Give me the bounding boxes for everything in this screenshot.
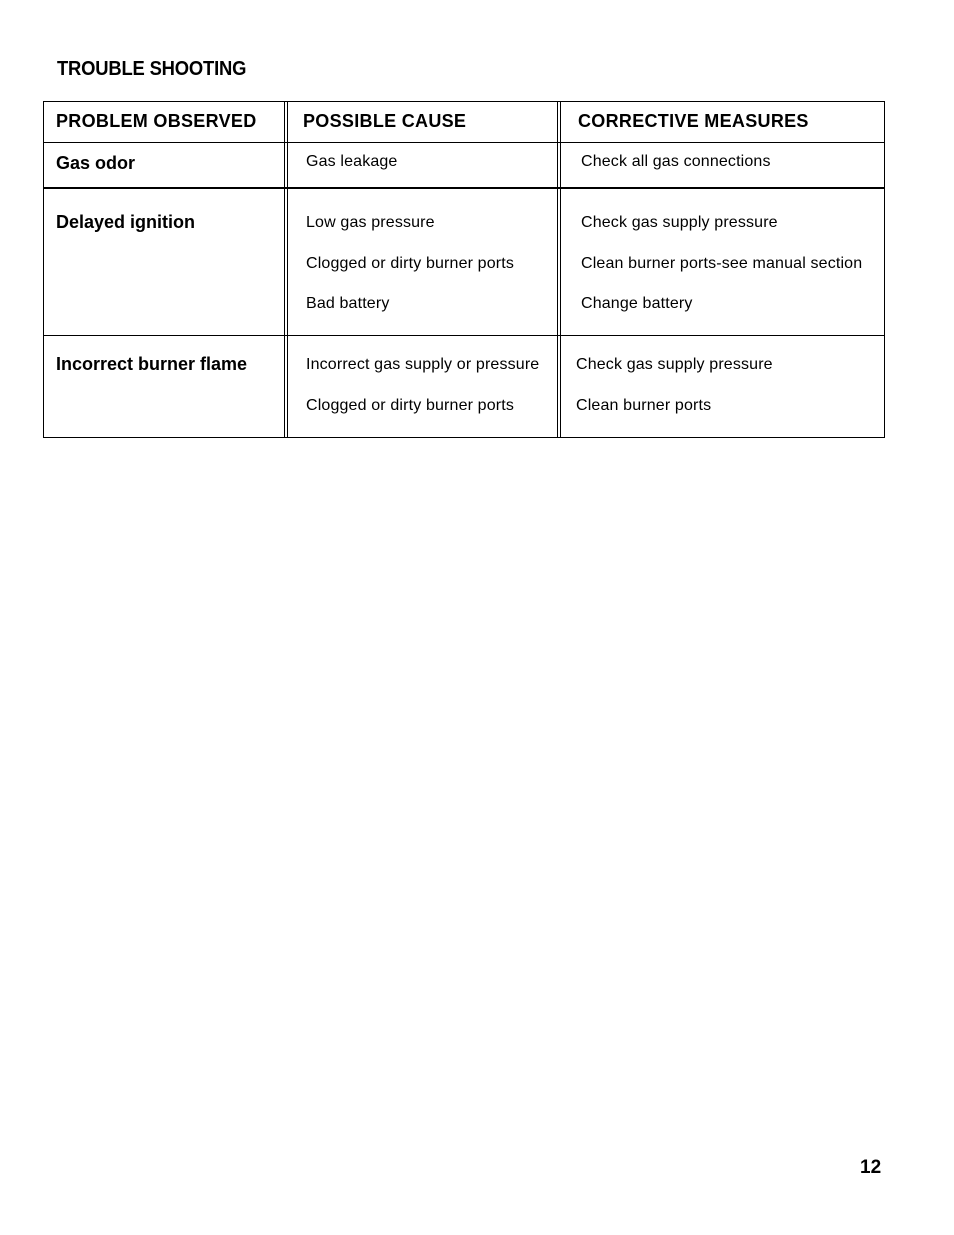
- row-divider: [44, 335, 884, 336]
- column-divider: [284, 102, 288, 437]
- measure-cell: Check all gas connections: [581, 153, 771, 170]
- problem-cell: Incorrect burner flame: [56, 354, 248, 374]
- header-corrective-measures: CORRECTIVE MEASURES: [578, 111, 809, 131]
- cause-cell: Clogged or dirty burner ports: [306, 255, 515, 272]
- measure-cell: Check gas supply pressure: [576, 356, 773, 373]
- measure-cell: Clean burner ports-see manual section: [581, 255, 863, 272]
- measure-cell: Clean burner ports: [576, 397, 712, 414]
- measure-cell: Change battery: [581, 295, 693, 312]
- cause-cell: Incorrect gas supply or pressure: [306, 356, 540, 373]
- page-number: 12: [860, 1157, 882, 1178]
- column-divider: [557, 102, 561, 437]
- cause-cell: Low gas pressure: [306, 214, 435, 231]
- header-problem-observed: PROBLEM OBSERVED: [56, 111, 257, 131]
- problem-cell: Delayed ignition: [56, 212, 196, 232]
- cause-cell: Gas leakage: [306, 153, 398, 170]
- problem-cell: Gas odor: [56, 153, 136, 173]
- troubleshooting-table: [43, 101, 885, 438]
- header-possible-cause: POSSIBLE CAUSE: [303, 111, 467, 131]
- row-divider: [44, 142, 884, 143]
- cause-cell: Clogged or dirty burner ports: [306, 397, 515, 414]
- measure-cell: Check gas supply pressure: [581, 214, 778, 231]
- cause-cell: Bad battery: [306, 295, 390, 312]
- row-divider: [44, 187, 884, 189]
- page-title: TROUBLE SHOOTING: [57, 58, 247, 80]
